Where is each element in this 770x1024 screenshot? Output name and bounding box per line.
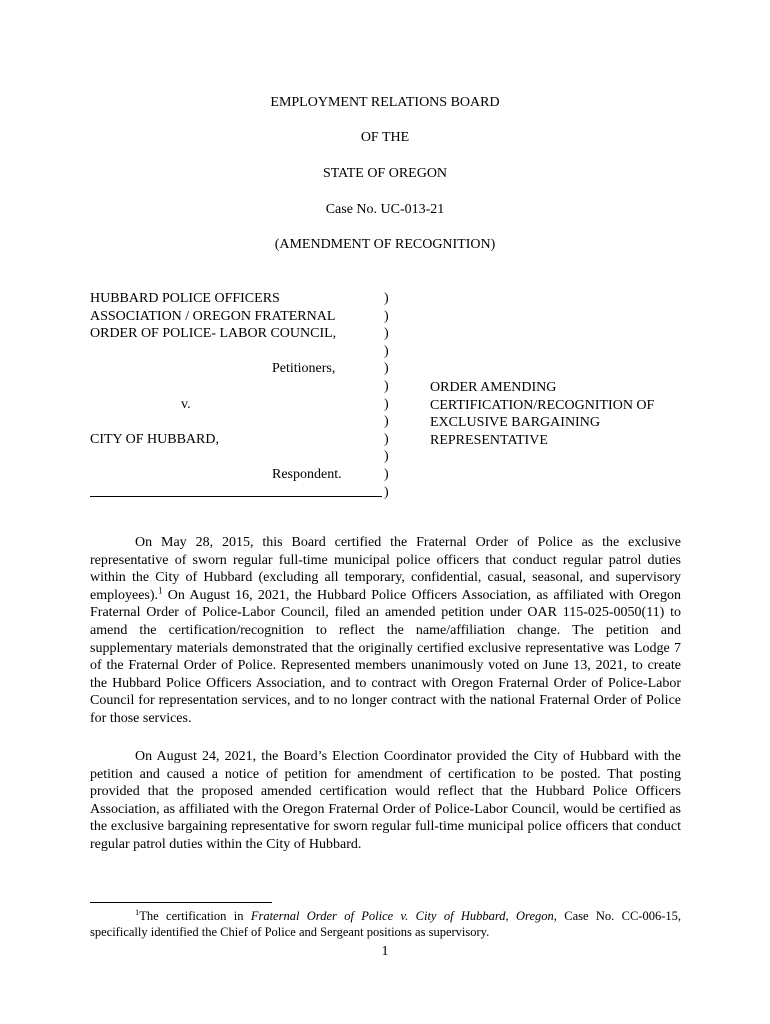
caption-rule [90, 496, 382, 497]
caption-paren: ) [384, 414, 389, 430]
of-the-line: OF THE [360, 130, 410, 145]
paragraph-2-text: On August 24, 2021, the Board’s Election Coordinator provided the City of Hubbard with the petition and caused a notice of petition for amendment of certification to be posted. That posting provided that the proposed amended certification would reflect that the Hubbard Police Officers Association, as affiliated with the Oregon Fraternal Order of Police-Labor Council, would be certified as the exclusive bargaining representative for sworn regular full-time municipal police officers that conduct regular patrol duties within the City of Hubbard. [90, 749, 681, 852]
caption-paren: ) [384, 361, 389, 377]
caption-paren: ) [384, 484, 389, 500]
paragraph-1 [90, 534, 681, 728]
footnote-marker: 1 [135, 906, 140, 917]
respondent-label: Respondent. [272, 466, 342, 482]
paragraph-1-text-a: On May 28, 2015, this Board certified the Fraternal Order of Police as the exclusive representative of sworn regular full-time municipal police officers that conduct regular patrol duties within the City of Hubbard (excluding all temporary, confidential, casual, seasonal, and supervisory employees). [90, 535, 681, 603]
caption-paren: ) [384, 449, 389, 465]
petitioners-label: Petitioners, [272, 361, 336, 377]
board-name: EMPLOYMENT RELATIONS BOARD [270, 95, 500, 110]
caption-spacer [90, 343, 380, 361]
caption-paren: ) [384, 431, 389, 447]
paragraph-1-text-b: On August 16, 2021, the Hubbard Police Officers Association, as affiliated with Oregon Fraternal Order of Police-Labor Council, filed an amended petition under OAR 115-025-0050(11) to amend the certification/recognition to reflect the name/affiliation change. The petition and supplementary materials demonstrated that the originally certified exclusive representative was Lodge 7 of the Fraternal Order of Police. Represented members unanimously voted on June 13, 2021, to create the Hubbard Police Officers Association, and to contract with Oregon Fraternal Order of Police-Labor Council for representation services, and to no longer contract with the national Fraternal Order of Police for those services. [90, 587, 681, 726]
caption-paren: ) [384, 291, 389, 306]
caption-paren: ) [384, 396, 389, 412]
case-number: Case No. UC-013-21 [325, 202, 445, 217]
case-subtitle: (AMENDMENT OF RECOGNITION) [274, 237, 496, 252]
caption-spacer [90, 413, 380, 431]
caption-paren: ) [384, 326, 389, 342]
footnote-text-b: , Case No. CC-006-15, specifically identified the Chief of Police and Sergeant positions as supervisory. [90, 909, 681, 939]
footnote-rule [90, 902, 272, 903]
caption-paren: ) [384, 466, 389, 482]
page-number: 1 [381, 944, 389, 959]
caption-parties [90, 290, 380, 484]
respondent-name: CITY OF HUBBARD, [90, 431, 219, 447]
petitioner-name-line: ORDER OF POLICE- LABOR COUNCIL, [90, 326, 337, 342]
order-title-line: ORDER AMENDING [430, 380, 557, 395]
versus-label: v. [181, 396, 191, 412]
caption-parentheses [384, 290, 389, 501]
order-title [430, 379, 654, 449]
footnote-reference[interactable]: 1 [158, 585, 163, 596]
caption-paren: ) [384, 343, 389, 359]
caption-paren: ) [384, 378, 389, 394]
caption-paren: ) [384, 308, 389, 324]
petitioner-name-line: ASSOCIATION / OREGON FRATERNAL [90, 308, 336, 324]
footnote [90, 908, 681, 940]
state-name: STATE OF OREGON [322, 166, 448, 181]
footnote-case-title: Fraternal Order of Police v. City of Hubbard, Oregon [250, 909, 554, 923]
caption-spacer [90, 378, 380, 396]
order-title-line: CERTIFICATION/RECOGNITION OF [430, 397, 655, 413]
petitioner-name-line: HUBBARD POLICE OFFICERS [90, 291, 280, 306]
order-title-line: REPRESENTATIVE [430, 432, 548, 448]
order-title-line: EXCLUSIVE BARGAINING [430, 415, 600, 431]
caption-spacer [90, 448, 380, 466]
paragraph-2 [90, 748, 681, 854]
footnote-text-a: The certification in [139, 909, 251, 923]
